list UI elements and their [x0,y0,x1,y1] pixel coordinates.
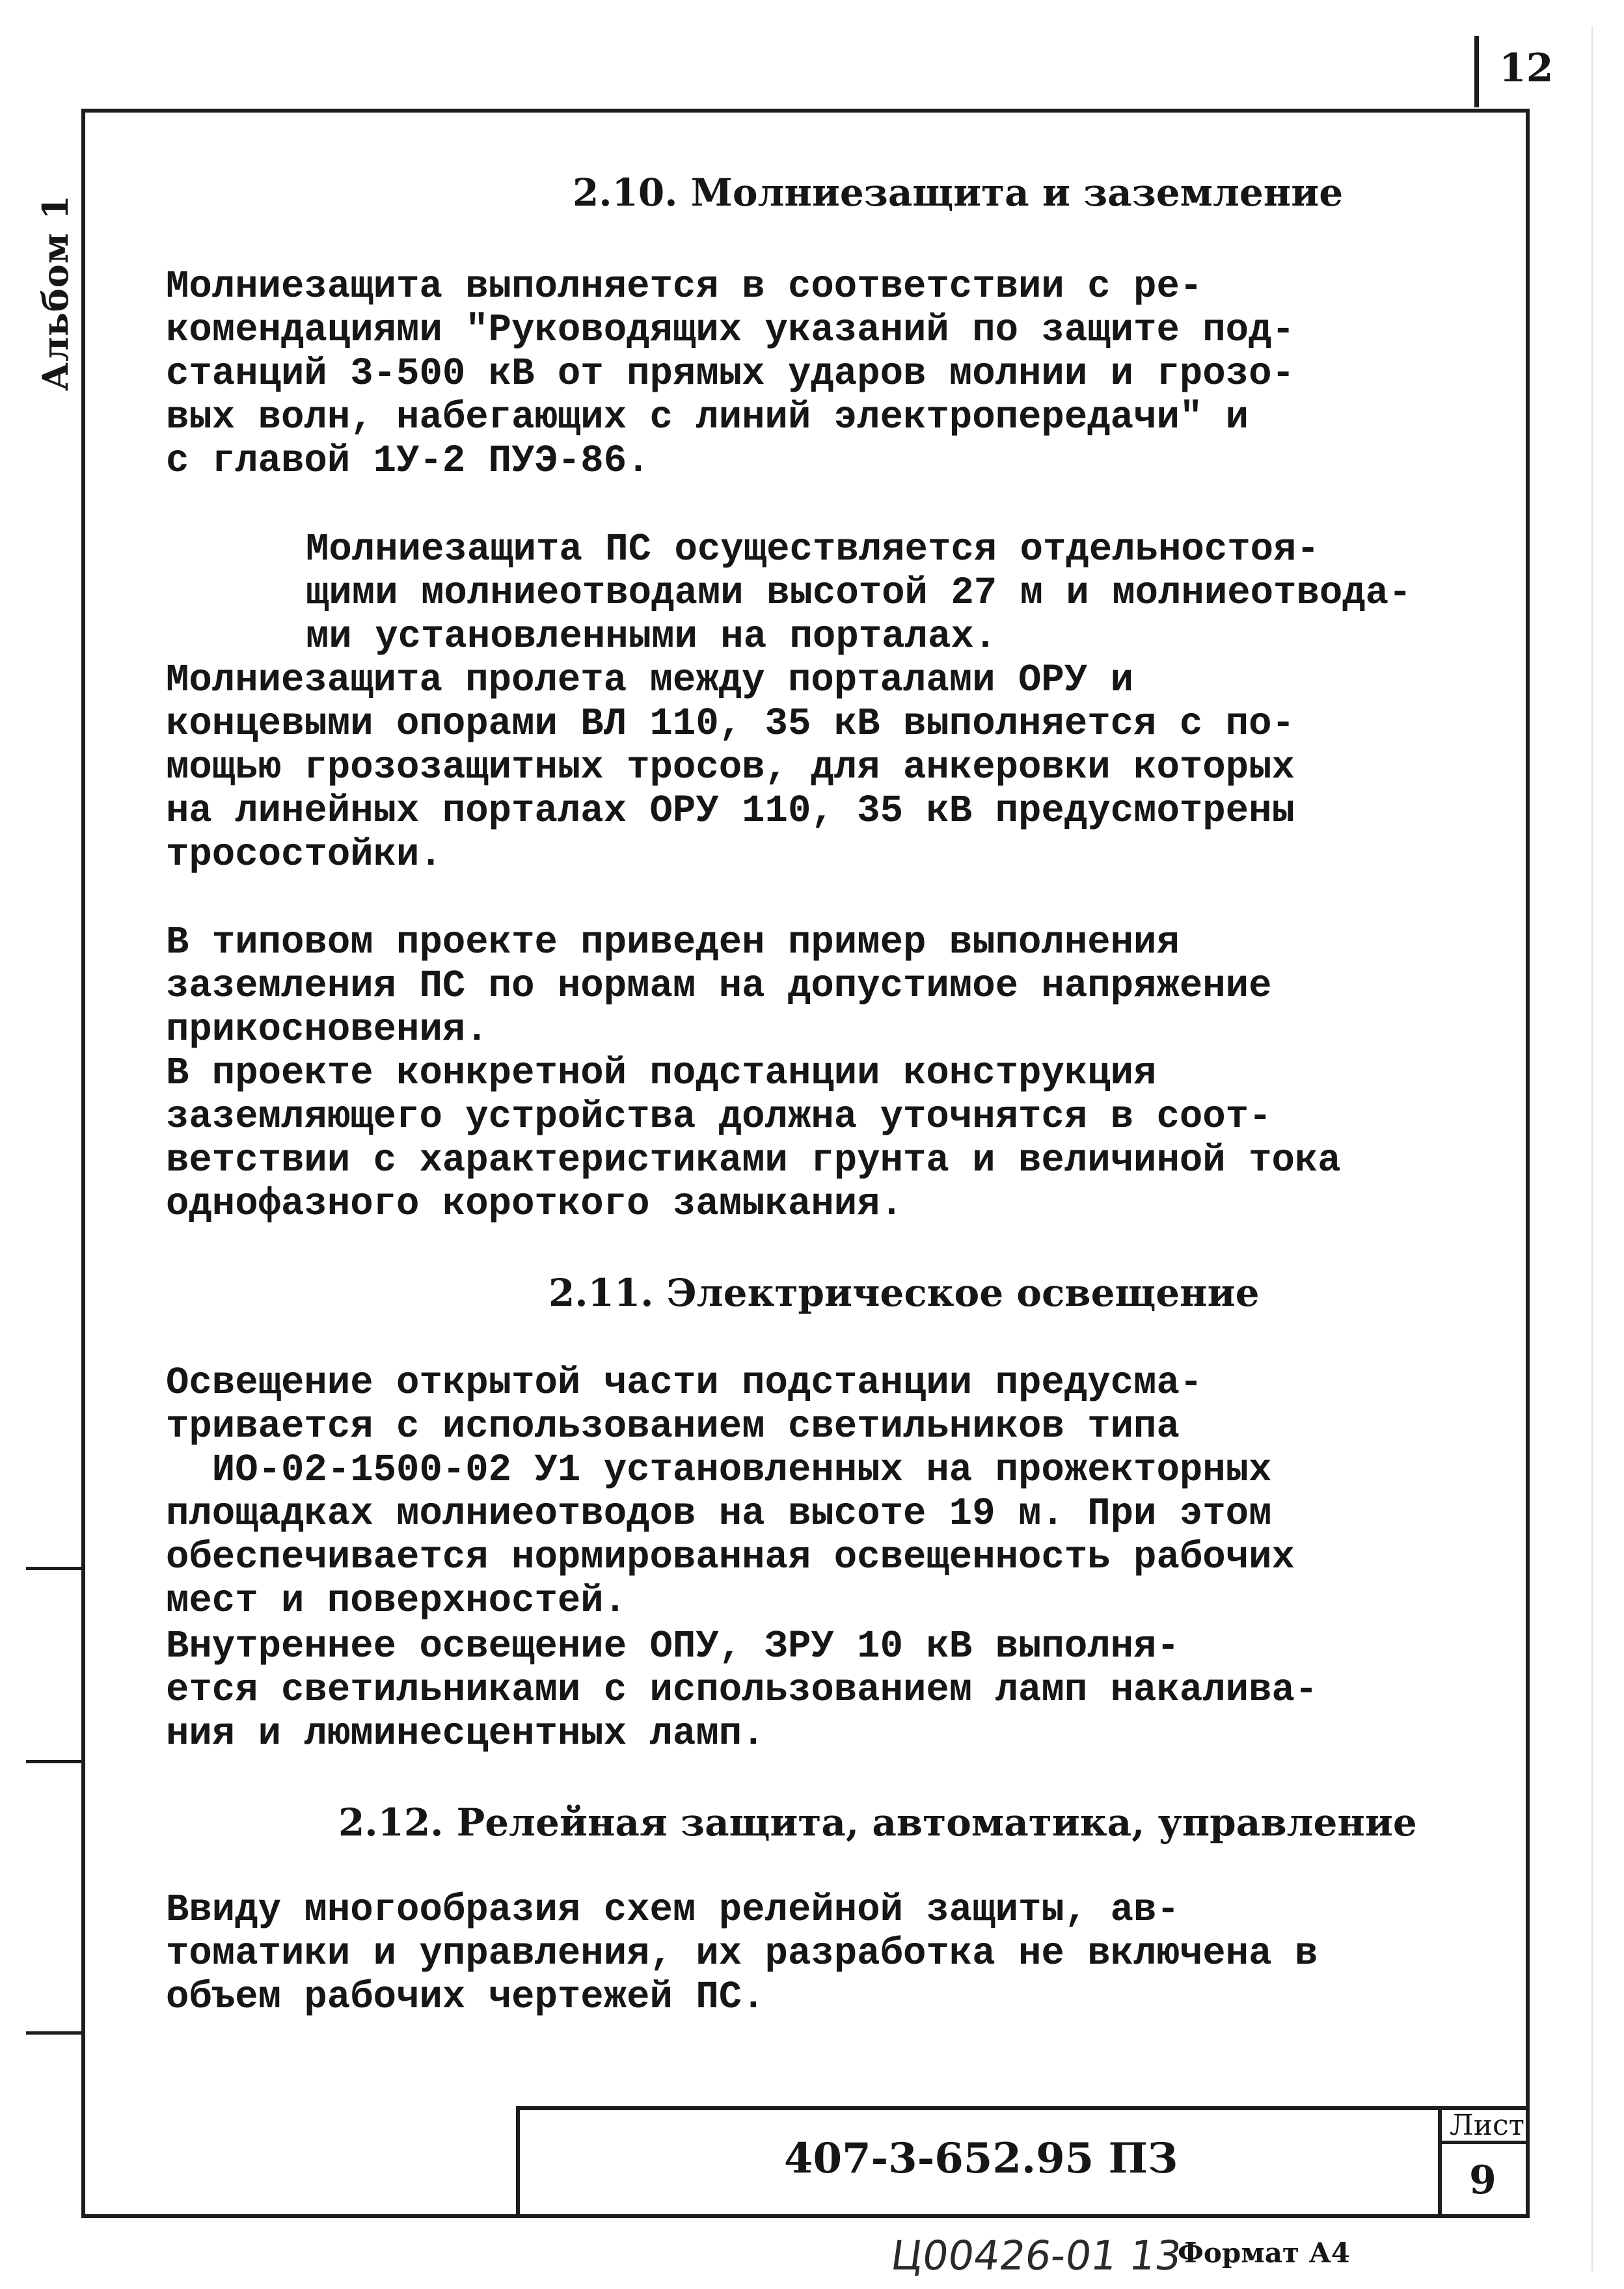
paragraph: В типовом проекте приведен пример выполнения заземления ПС по нормам на допустимое напряжение прикосновения. [166,921,1272,1051]
document-code: 407-3-652.95 ПЗ [784,2134,1178,2183]
page-edge-rule [1591,26,1593,2271]
page-number-rule [1474,36,1479,107]
title-block-divider [1438,2106,1442,2218]
margin-tick [26,1760,83,1763]
paragraph: Молниезащита пролета между порталами ОРУ и концевыми опорами ВЛ 110, 35 кВ выполняется с по- мощью грозозащитных тросов, для анкеровки которых на линейных порталах ОРУ 110, 35 кВ предусмотрены тросостойки. [166,658,1295,876]
section-heading-2-12: 2.12. Релейная защита, автоматика, управление [338,1800,1417,1845]
page-number: 12 [1499,46,1554,91]
paragraph: В проекте конкретной подстанции конструкция заземляющего устройства должна уточнятся в соот- ветствии с характеристиками грунта и величиной тока однофазного короткого замыкания. [166,1051,1341,1226]
paragraph: Внутреннее освещение ОПУ, ЗРУ 10 кВ выполня- ется светильниками с использованием ламп накалива- ния и люминесцентных ламп. [166,1625,1318,1755]
album-label: Альбом 1 [34,194,76,392]
format-label: Формат А4 [1178,2237,1351,2269]
paragraph: Освещение открытой части подстанции предусма- тривается с использованием светильников типа ИО-02-1500-02 У1 установленных на прожекторных площадках молниеотводов на высоте 19 м. При этом обеспечивается нормированная освещенность рабочих мест и поверхностей. [166,1361,1295,1623]
sheet-label: Лист [1450,2109,1525,2142]
section-heading-2-10: 2.10. Молниезащита и заземление [573,170,1344,215]
margin-tick [26,1567,83,1570]
handwritten-inventory-number: Ц00426-01 13 [887,2232,1185,2279]
section-heading-2-11: 2.11. Электрическое освещение [548,1271,1260,1315]
paragraph: Молниезащита выполняется в соответствии с ре- комендациями "Руководящих указаний по защите под- станций 3-500 кВ от прямых ударов молнии и грозо- вых волн, набегающих с линий электропередачи" и с главой 1У-2 ПУЭ-86. [166,265,1295,483]
margin-tick [26,2031,83,2035]
sheet-number: 9 [1469,2158,1496,2203]
paragraph: Ввиду многообразия схем релейной защиты, ав- томатики и управления, их разработка не включена в объем рабочих чертежей ПС. [166,1888,1318,2019]
paragraph: Молниезащита ПС осуществляется отдельностоя- щими молниеотводами высотой 27 м и молниеотвода- ми установленными на порталах. [306,528,1412,658]
